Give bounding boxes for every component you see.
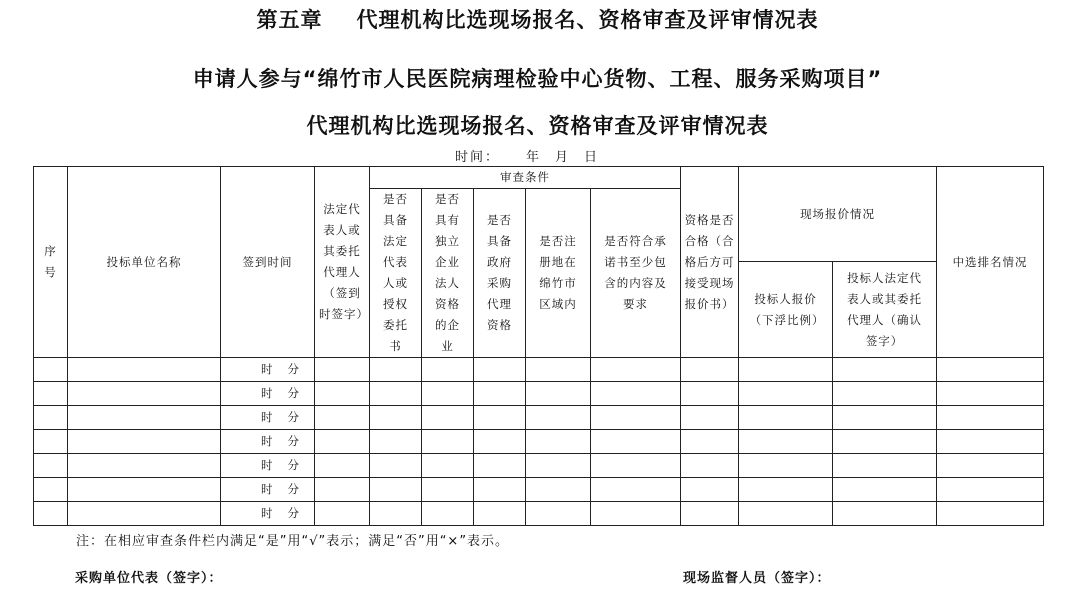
ranking-cell[interactable] [937, 502, 1044, 526]
ranking-cell[interactable] [937, 358, 1044, 382]
legal-rep-cell[interactable] [315, 454, 370, 478]
quote-price-cell[interactable] [739, 382, 833, 406]
bidder-cell[interactable] [68, 478, 221, 502]
legal-rep-cell[interactable] [315, 382, 370, 406]
review-2-cell[interactable] [422, 358, 474, 382]
ranking-cell[interactable] [937, 430, 1044, 454]
header-quote-sign: 投标人法定代表人或其委托代理人（确认签字） [833, 262, 937, 358]
review-5-cell[interactable] [591, 358, 681, 382]
ranking-cell[interactable] [937, 382, 1044, 406]
supervisor-signature-label: 现场监督人员（签字）： [683, 571, 831, 586]
quote-sign-cell[interactable] [833, 358, 937, 382]
review-4-cell[interactable] [526, 454, 591, 478]
header-legal-rep: 法定代表人或其委托代理人（签到时签字） [315, 167, 370, 358]
review-3-cell[interactable] [474, 502, 526, 526]
qualified-cell[interactable] [681, 430, 739, 454]
header-review-2: 是否具有独立企业法人资格的企业 [422, 189, 474, 358]
seq-cell[interactable] [34, 502, 68, 526]
time-day: 日 [584, 150, 600, 165]
review-2-cell[interactable] [422, 454, 474, 478]
review-1-cell[interactable] [370, 454, 422, 478]
header-quote-group: 现场报价情况 [739, 167, 937, 262]
review-4-cell[interactable] [526, 478, 591, 502]
review-3-cell[interactable] [474, 478, 526, 502]
header-bidder: 投标单位名称 [68, 167, 221, 358]
bidder-cell[interactable] [68, 358, 221, 382]
review-1-cell[interactable] [370, 406, 422, 430]
review-1-cell[interactable] [370, 478, 422, 502]
signin-time-cell[interactable]: 时 分 [221, 478, 315, 502]
table-row [34, 430, 1044, 454]
seq-cell[interactable] [34, 454, 68, 478]
table-row [34, 406, 1044, 430]
review-4-cell[interactable] [526, 382, 591, 406]
header-ranking: 中选排名情况 [937, 167, 1044, 358]
signin-time-cell[interactable]: 时 分 [221, 406, 315, 430]
qualified-cell[interactable] [681, 478, 739, 502]
seq-cell[interactable] [34, 430, 68, 454]
time-label: 时间： [455, 150, 501, 165]
quote-sign-cell[interactable] [833, 406, 937, 430]
bidder-cell[interactable] [68, 430, 221, 454]
legal-rep-cell[interactable] [315, 358, 370, 382]
quote-price-cell[interactable] [739, 358, 833, 382]
chapter-title: 代理机构比选现场报名、资格审查及评审情况表 [356, 8, 819, 32]
review-5-cell[interactable] [591, 502, 681, 526]
review-4-cell[interactable] [526, 406, 591, 430]
review-2-cell[interactable] [422, 382, 474, 406]
review-5-cell[interactable] [591, 478, 681, 502]
review-2-cell[interactable] [422, 502, 474, 526]
quote-sign-cell[interactable] [833, 454, 937, 478]
time-month: 月 [555, 150, 571, 165]
header-qualified: 资格是否合格（合格后方可接受现场报价书） [681, 167, 739, 358]
chapter-number: 第五章 [256, 8, 323, 32]
ranking-cell[interactable] [937, 454, 1044, 478]
bidder-cell[interactable] [68, 454, 221, 478]
legal-rep-cell[interactable] [315, 430, 370, 454]
qualified-cell[interactable] [681, 454, 739, 478]
quote-price-cell[interactable] [739, 478, 833, 502]
review-5-cell[interactable] [591, 454, 681, 478]
legal-rep-cell[interactable] [315, 478, 370, 502]
review-4-cell[interactable] [526, 502, 591, 526]
qualified-cell[interactable] [681, 406, 739, 430]
signin-time-cell[interactable]: 时 分 [221, 502, 315, 526]
review-3-cell[interactable] [474, 430, 526, 454]
seq-cell[interactable] [34, 406, 68, 430]
table-row [34, 382, 1044, 406]
qualified-cell[interactable] [681, 358, 739, 382]
header-review-3: 是否具备政府采购代理资格 [474, 189, 526, 358]
header-review-4: 是否注册地在绵竹市区域内 [526, 189, 591, 358]
header-signin: 签到时间 [221, 167, 315, 358]
bidder-cell[interactable] [68, 382, 221, 406]
qualified-cell[interactable] [681, 382, 739, 406]
review-2-cell[interactable] [422, 406, 474, 430]
quote-price-cell[interactable] [739, 454, 833, 478]
table-row [34, 358, 1044, 382]
form-title-line2: 代理机构比选现场报名、资格审查及评审情况表 [306, 114, 769, 138]
review-5-cell[interactable] [591, 406, 681, 430]
qualified-cell[interactable] [681, 502, 739, 526]
form-title-line1: 申请人参与“绵竹市人民医院病理检验中心货物、工程、服务采购项目” [192, 67, 883, 91]
header-quote-price: 投标人报价（下浮比例） [739, 262, 833, 358]
review-4-cell[interactable] [526, 430, 591, 454]
quote-sign-cell[interactable] [833, 502, 937, 526]
review-1-cell[interactable] [370, 502, 422, 526]
seq-cell[interactable] [34, 478, 68, 502]
review-5-cell[interactable] [591, 430, 681, 454]
signin-time-cell[interactable]: 时 分 [221, 382, 315, 406]
chapter-heading [0, 4, 1075, 34]
bidder-cell[interactable] [68, 502, 221, 526]
signin-time-cell[interactable]: 时 分 [221, 454, 315, 478]
review-2-cell[interactable] [422, 430, 474, 454]
review-3-cell[interactable] [474, 406, 526, 430]
quote-price-cell[interactable] [739, 406, 833, 430]
table-row [34, 454, 1044, 478]
signin-time-cell[interactable]: 时 分 [221, 358, 315, 382]
signin-time-cell[interactable]: 时 分 [221, 430, 315, 454]
table-row [34, 502, 1044, 526]
review-1-cell[interactable] [370, 382, 422, 406]
legal-rep-cell[interactable] [315, 502, 370, 526]
review-1-cell[interactable] [370, 430, 422, 454]
review-2-cell[interactable] [422, 478, 474, 502]
review-note: 注：在相应审查条件栏内满足“是”用“√”表示；满足“否”用“×”表示。 [76, 534, 510, 549]
review-3-cell[interactable] [474, 454, 526, 478]
seq-cell[interactable] [34, 358, 68, 382]
review-table [33, 166, 1044, 526]
quote-sign-cell[interactable] [833, 382, 937, 406]
quote-price-cell[interactable] [739, 430, 833, 454]
ranking-cell[interactable] [937, 478, 1044, 502]
purchaser-signature-label: 采购单位代表（签字）： [75, 571, 223, 586]
quote-sign-cell[interactable] [833, 430, 937, 454]
quote-sign-cell[interactable] [833, 478, 937, 502]
time-year: 年 [526, 150, 542, 165]
review-3-cell[interactable] [474, 358, 526, 382]
review-3-cell[interactable] [474, 382, 526, 406]
quote-price-cell[interactable] [739, 502, 833, 526]
review-5-cell[interactable] [591, 382, 681, 406]
ranking-cell[interactable] [937, 406, 1044, 430]
review-1-cell[interactable] [370, 358, 422, 382]
bidder-cell[interactable] [68, 406, 221, 430]
review-4-cell[interactable] [526, 358, 591, 382]
header-seq: 序号 [34, 167, 68, 358]
header-review-1: 是否具备法定代表人或授权委托书 [370, 189, 422, 358]
header-review-group: 审查条件 [370, 167, 681, 189]
header-review-5: 是否符合承诺书至少包含的内容及要求 [591, 189, 681, 358]
table-row [34, 478, 1044, 502]
seq-cell[interactable] [34, 382, 68, 406]
legal-rep-cell[interactable] [315, 406, 370, 430]
time-line [455, 146, 599, 165]
